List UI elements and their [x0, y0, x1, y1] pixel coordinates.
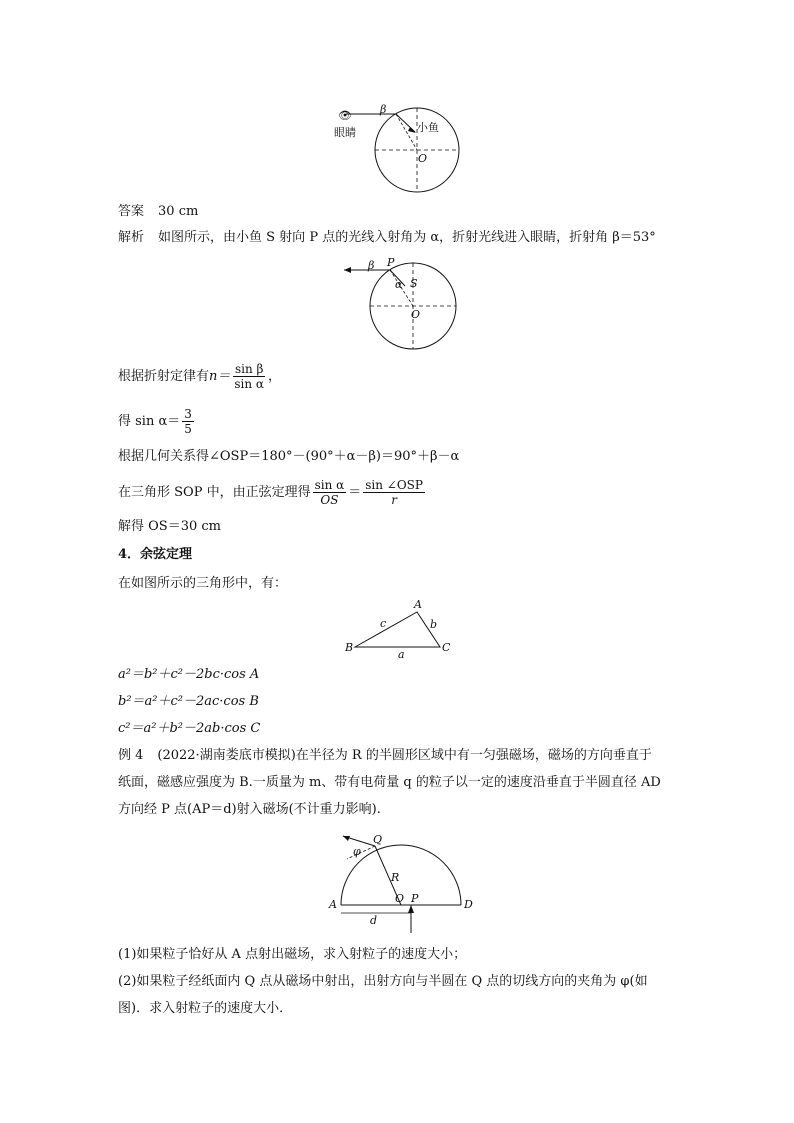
- eq2-den: 5: [184, 422, 192, 436]
- entry-arrow: [408, 905, 414, 913]
- eq1-den: sin α: [234, 377, 265, 391]
- eq1-fraction: [232, 362, 266, 391]
- fig3-d-len: d: [370, 914, 378, 927]
- figure2-s: S: [410, 277, 418, 290]
- fig3-d-point: D: [464, 898, 473, 911]
- fig3-phi: φ: [353, 845, 361, 858]
- fig3-p: P: [411, 892, 419, 905]
- triangle-side-c: c: [380, 617, 387, 630]
- eq4-num2: sin ∠OSP: [365, 478, 423, 492]
- figure2-alpha: α: [395, 278, 403, 291]
- eq2-fraction: [182, 407, 194, 436]
- figure-refraction: [340, 256, 460, 351]
- triangle-side-a: a: [398, 648, 405, 661]
- eq4-line: [118, 478, 427, 507]
- analysis-line: [118, 229, 656, 247]
- eq2-line: [118, 407, 196, 436]
- question-1: (1)如果粒子恰好从 A 点射出磁场，求入射粒子的速度大小；: [118, 947, 467, 962]
- eq4-prefix: 在三角形 SOP 中，由正弦定理得: [118, 485, 311, 500]
- cosine-law-a: a²＝b²＋c²－2bc·cos A: [118, 667, 260, 682]
- example4-line3: 方向经 P 点(AP＝d)射入磁场(不计重力影响).: [118, 802, 381, 817]
- eq5-line: 解得 OS＝30 cm: [118, 519, 221, 534]
- figure1-beta: β: [380, 103, 387, 116]
- eq1-line: [118, 362, 281, 391]
- triangle-shape: [355, 612, 440, 647]
- figure2-p: P: [387, 256, 395, 269]
- figure1-fish-label: 小鱼: [417, 121, 439, 134]
- section4-intro: 在如图所示的三角形中，有：: [118, 576, 288, 591]
- eye-icon: 👁: [338, 109, 352, 122]
- example4-label: 例 4: [118, 748, 144, 763]
- answer-value: 30 cm: [158, 204, 199, 219]
- figure1-center-label: O: [418, 152, 428, 165]
- eq3-line: 根据几何关系得∠OSP＝180°－(90°＋α－β)＝90°＋β－α: [118, 449, 460, 464]
- eq2-prefix: 得 sin α＝: [118, 414, 181, 429]
- exit-arrow: [343, 836, 350, 841]
- figure-semicircle: [325, 833, 475, 943]
- eq2-num: 3: [184, 407, 192, 421]
- eq1-lhs: n＝: [209, 369, 231, 384]
- figure2-beta: β: [368, 259, 375, 272]
- answer-label: 答案: [118, 204, 145, 219]
- eq4-eq: ＝: [348, 485, 362, 500]
- example4-text1: (2022·湖南娄底市模拟)在半径为 R 的半圆形区域中有一匀强磁场，磁场的方向垂直于: [157, 748, 652, 763]
- triangle-vertex-a: A: [414, 598, 422, 611]
- cosine-law-b: b²＝a²＋c²－2ac·cos B: [118, 694, 259, 709]
- figure-eye-fish: [330, 100, 470, 195]
- eq1-prefix: 根据折射定律有: [118, 369, 210, 384]
- triangle-vertex-c: C: [442, 641, 451, 654]
- question-2-line2: 图)．求入射粒子的速度大小．: [118, 1001, 293, 1016]
- fig3-a: A: [329, 898, 337, 911]
- eq4-fraction1: [313, 478, 347, 507]
- section4-title: 4．余弦定理: [118, 547, 193, 562]
- figure2-arrow-left: [344, 267, 351, 273]
- fig3-q: Q: [373, 833, 383, 846]
- eq1-num: sin β: [234, 362, 264, 376]
- example4-line2: 纸面，磁感应强度为 B.一质量为 m、带有电荷量 q 的粒子以一定的速度沿垂直于半圆直径 AD: [118, 775, 661, 790]
- analysis-text: 如图所示，由小鱼 S 射向 P 点的光线入射角为 α，折射光线进入眼睛，折射角 β＝53°: [158, 230, 656, 245]
- eq4-fraction2: [363, 478, 425, 507]
- figure1-arrow: [408, 127, 416, 133]
- eq4-den1: OS: [320, 493, 339, 507]
- eq4-num1: sin α: [314, 478, 345, 492]
- answer-line: [118, 203, 198, 221]
- eq4-den2: r: [391, 493, 397, 507]
- fig3-o: O: [395, 892, 405, 905]
- fig3-r: R: [391, 871, 400, 884]
- analysis-label: 解析: [118, 230, 145, 245]
- figure1-eye-label: 眼睛: [334, 126, 356, 139]
- figure2-o: O: [411, 308, 421, 321]
- question-2-line1: (2)如果粒子经纸面内 Q 点从磁场中射出，出射方向与半圆在 Q 点的切线方向的夹角为 φ(如: [118, 974, 648, 989]
- example4-line1: [118, 747, 652, 765]
- figure-triangle: [340, 595, 460, 660]
- triangle-vertex-b: B: [345, 641, 354, 654]
- triangle-side-b: b: [430, 618, 438, 631]
- cosine-law-c: c²＝a²＋b²－2ab·cos C: [118, 721, 261, 736]
- eq1-suffix: ，: [268, 369, 282, 384]
